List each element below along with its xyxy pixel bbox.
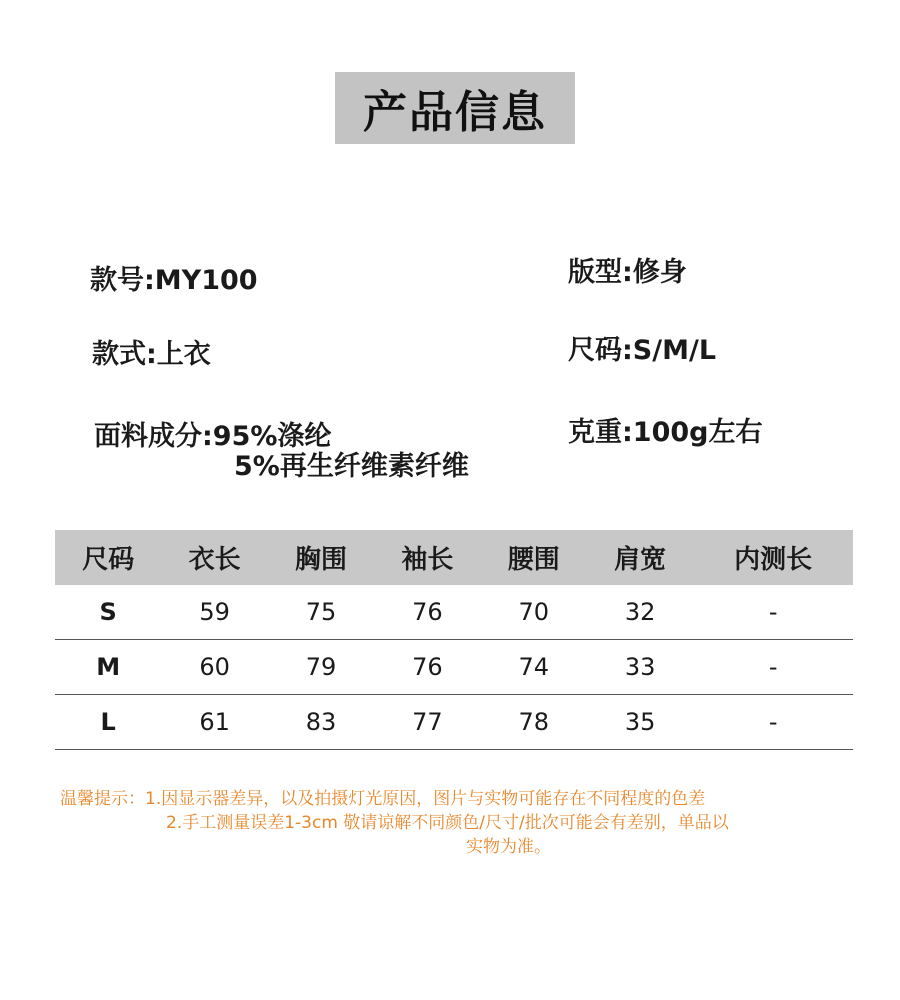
- cell-shoulder: 35: [587, 695, 693, 750]
- header-sleeve: 袖长: [374, 530, 480, 585]
- cell-shoulder: 32: [587, 585, 693, 640]
- table-row: [55, 585, 853, 640]
- cell-size: S: [55, 585, 161, 640]
- cell-sleeve: 77: [374, 695, 480, 750]
- fabric-weight: 克重:100g左右: [568, 417, 763, 448]
- header-size: 尺码: [55, 530, 161, 585]
- cell-length: 61: [161, 695, 267, 750]
- cell-size: M: [55, 640, 161, 695]
- cell-inseam: -: [693, 640, 853, 695]
- garment-category: 款式:上衣: [92, 339, 211, 370]
- notice-line-1: 温馨提示：1.因显示器差异，以及拍摄灯光原因，图片与实物可能存在不同程度的色差: [60, 789, 706, 809]
- title-banner: [335, 72, 575, 144]
- header-waist: 腰围: [481, 530, 587, 585]
- size-chart-header: [55, 530, 853, 585]
- header-inseam: 内测长: [693, 530, 853, 585]
- page-title: 产品信息: [363, 87, 547, 138]
- cell-waist: 70: [481, 585, 587, 640]
- style-number: 款号:MY100: [90, 265, 258, 296]
- cell-chest: 79: [268, 640, 374, 695]
- cell-waist: 74: [481, 640, 587, 695]
- cell-length: 59: [161, 585, 267, 640]
- size-range: 尺码:S/M/L: [568, 335, 717, 366]
- cell-inseam: -: [693, 695, 853, 750]
- table-row: [55, 695, 853, 750]
- cell-chest: 83: [268, 695, 374, 750]
- cell-sleeve: 76: [374, 585, 480, 640]
- header-shoulder: 肩宽: [587, 530, 693, 585]
- cell-chest: 75: [268, 585, 374, 640]
- fit-type: 版型:修身: [568, 257, 687, 288]
- fabric-composition-line2: 5%再生纤维素纤维: [234, 451, 469, 482]
- notice-line-2: 2.手工测量误差1-3cm 敬请谅解不同颜色/尺寸/批次可能会有差别，单品以: [166, 813, 729, 833]
- cell-shoulder: 33: [587, 640, 693, 695]
- cell-sleeve: 76: [374, 640, 480, 695]
- table-row: [55, 640, 853, 695]
- cell-waist: 78: [481, 695, 587, 750]
- fabric-composition: 面料成分:95%涤纶: [94, 421, 332, 452]
- notice-line-3: 实物为准。: [466, 837, 551, 857]
- cell-length: 60: [161, 640, 267, 695]
- cell-inseam: -: [693, 585, 853, 640]
- size-chart: [55, 530, 853, 750]
- header-chest: 胸围: [268, 530, 374, 585]
- header-length: 衣长: [161, 530, 267, 585]
- cell-size: L: [55, 695, 161, 750]
